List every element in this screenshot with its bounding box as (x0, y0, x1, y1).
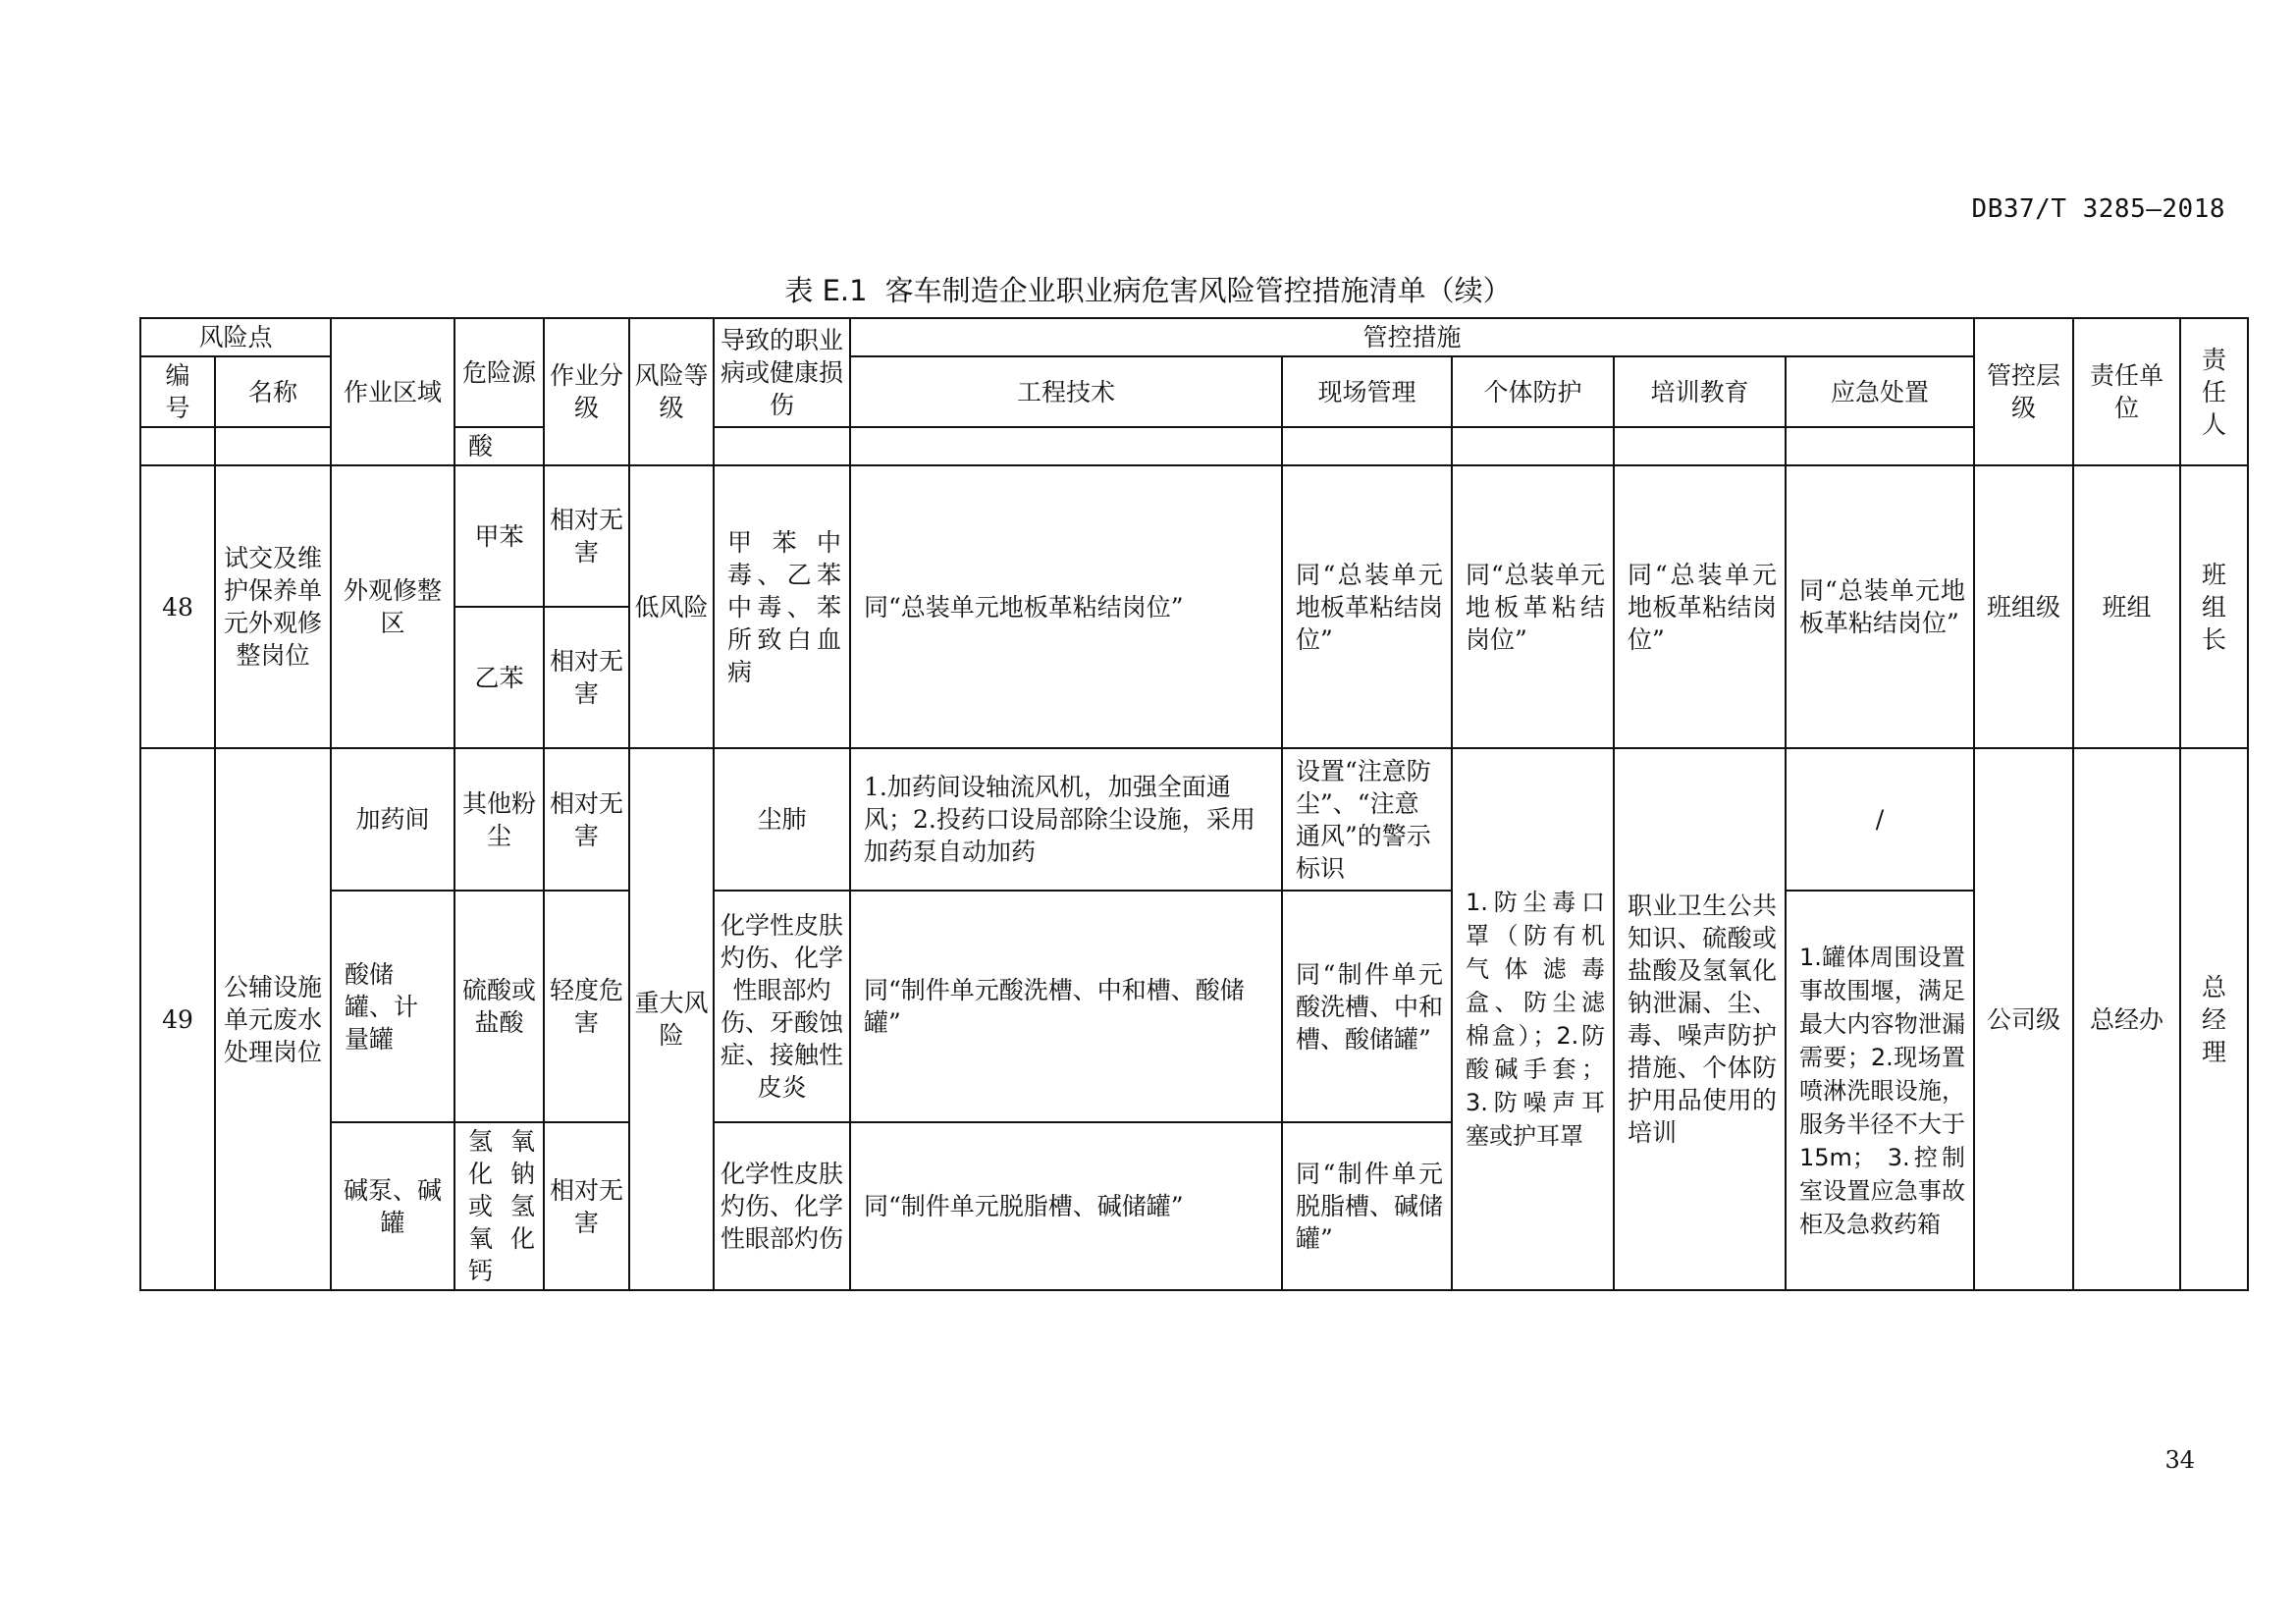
row49b-area: 酸储罐、计量罐 (331, 891, 454, 1122)
row49b-disease: 化学性皮肤灼伤、化学性眼部灼伤、牙酸蚀症、接触性皮炎 (714, 891, 850, 1122)
row49c-engineering: 同“制件单元脱脂槽、碱储罐” (850, 1122, 1282, 1290)
carry-over-empty (1282, 427, 1452, 465)
table-title-text: 客车制造企业职业病危害风险管控措施清单（续） (884, 274, 1512, 307)
header-ppe: 个体防护 (1452, 356, 1614, 427)
header-engineering: 工程技术 (850, 356, 1282, 427)
row49b-grade: 轻度危害 (544, 891, 629, 1122)
row49b-emergency (1786, 891, 1974, 1290)
row48-grade2: 相对无害 (544, 607, 629, 748)
table-row-49a (140, 748, 2248, 891)
carry-over-hazard: 酸 (454, 427, 544, 465)
carry-over-empty (850, 427, 1282, 465)
row49a-area: 加药间 (331, 748, 454, 891)
row48-disease: 甲苯中毒、乙苯中毒、苯所致白血病 (714, 465, 850, 748)
table-title (0, 269, 2296, 309)
row49b-emergency-text: 1.罐体周围设置事故围堰，满足最大内容物泄漏需要；2.现场置喷淋洗眼设施，服务半径不大于15m； 3.控制室设置应急事故柜及急救药箱 (1799, 943, 1966, 1238)
row49a-hazard: 其他粉尘 (454, 748, 544, 891)
table-row-48a (140, 465, 2248, 607)
row49-no: 49 (140, 748, 215, 1290)
row49c-disease: 化学性皮肤灼伤、化学性眼部灼伤 (714, 1122, 850, 1290)
header-name: 名称 (215, 356, 331, 427)
header-risk-level: 风险等级 (629, 318, 714, 465)
row49-ppe-text: 1.防尘毒口罩（防有机气体滤毒盒、防尘滤棉盒）；2.防酸碱手套；3.防噪声耳塞或护耳罩 (1466, 889, 1606, 1150)
row48-site: 同“总装单元地板革粘结岗位” (1282, 465, 1452, 748)
header-site-mgmt: 现场管理 (1282, 356, 1452, 427)
row49-level: 公司级 (1974, 748, 2073, 1290)
carry-over-empty (1452, 427, 1614, 465)
risk-control-table (139, 317, 2249, 1291)
row48-training: 同“总装单元地板革粘结岗位” (1614, 465, 1786, 748)
row48-grade1: 相对无害 (544, 465, 629, 607)
row49c-site: 同“制件单元脱脂槽、碱储罐” (1282, 1122, 1452, 1290)
header-resp-person (2180, 318, 2248, 465)
document-code: DB37/T 3285—2018 (1971, 194, 2225, 224)
row48-level: 班组级 (1974, 465, 2073, 748)
carry-over-empty (714, 427, 850, 465)
row48-no: 48 (140, 465, 215, 748)
row49b-engineering: 同“制件单元酸洗槽、中和槽、酸储罐” (850, 891, 1282, 1122)
header-no-text: 编号 (165, 361, 190, 422)
row49-person-text: 总经理 (2202, 972, 2227, 1066)
row49b-site: 同“制件单元酸洗槽、中和槽、酸储罐” (1282, 891, 1452, 1122)
carry-over-empty (1614, 427, 1786, 465)
carry-over-empty (1786, 427, 1974, 465)
header-control-level: 管控层级 (1974, 318, 2073, 465)
row48-emergency: 同“总装单元地板革粘结岗位” (1786, 465, 1974, 748)
row48-engineering: 同“总装单元地板革粘结岗位” (850, 465, 1282, 748)
header-risk-point: 风险点 (140, 318, 331, 356)
carry-over-empty (140, 427, 215, 465)
row49b-hazard: 硫酸或盐酸 (454, 891, 544, 1122)
header-resp-person-text: 责任人 (2202, 345, 2227, 439)
row48-unit: 班组 (2073, 465, 2180, 748)
header-row-1 (140, 318, 2248, 356)
row49a-site: 设置“注意防尘”、“注意通风”的警示标识 (1282, 748, 1452, 891)
row49a-engineering: 1.加药间设轴流风机，加强全面通风；2.投药口设局部除尘设施，采用加药泵自动加药 (850, 748, 1282, 891)
table-row-49b (140, 891, 2248, 1122)
row49a-grade: 相对无害 (544, 748, 629, 891)
row48-ppe: 同“总装单元地板革粘结岗位” (1452, 465, 1614, 748)
row48-person (2180, 465, 2248, 748)
header-control-measures: 管控措施 (850, 318, 1974, 356)
row48-risk: 低风险 (629, 465, 714, 748)
header-work-area: 作业区域 (331, 318, 454, 465)
row49c-grade: 相对无害 (544, 1122, 629, 1290)
row48-area: 外观修整区 (331, 465, 454, 748)
header-emergency: 应急处置 (1786, 356, 1974, 427)
header-resp-unit: 责任单位 (2073, 318, 2180, 465)
row49c-hazard: 氢氧化钠或氢氧化钙 (454, 1122, 544, 1290)
row49-person (2180, 748, 2248, 1290)
carry-over-row (140, 427, 2248, 465)
row49-name: 公辅设施单元废水处理岗位 (215, 748, 331, 1290)
row48-hazard1: 甲苯 (454, 465, 544, 607)
header-training: 培训教育 (1614, 356, 1786, 427)
row48-name: 试交及维护保养单元外观修整岗位 (215, 465, 331, 748)
table-number: 表 E.1 (784, 274, 868, 307)
header-work-grade: 作业分级 (544, 318, 629, 465)
row48-person-text: 班组长 (2202, 560, 2227, 654)
header-disease: 导致的职业病或健康损伤 (714, 318, 850, 427)
carry-over-empty (215, 427, 331, 465)
row49-unit: 总经办 (2073, 748, 2180, 1290)
header-hazard-source: 危险源 (454, 318, 544, 427)
page-number: 34 (2164, 1446, 2195, 1474)
row48-hazard2: 乙苯 (454, 607, 544, 748)
row49-risk: 重大风险 (629, 748, 714, 1290)
row49a-disease: 尘肺 (714, 748, 850, 891)
row49a-emergency: / (1786, 748, 1974, 891)
row49-training: 职业卫生公共知识、硫酸或盐酸及氢氧化钠泄漏、尘、毒、噪声防护措施、个体防护用品使用的培训 (1614, 748, 1786, 1290)
row49-ppe (1452, 748, 1614, 1290)
row49c-area: 碱泵、碱罐 (331, 1122, 454, 1290)
header-no (140, 356, 215, 427)
